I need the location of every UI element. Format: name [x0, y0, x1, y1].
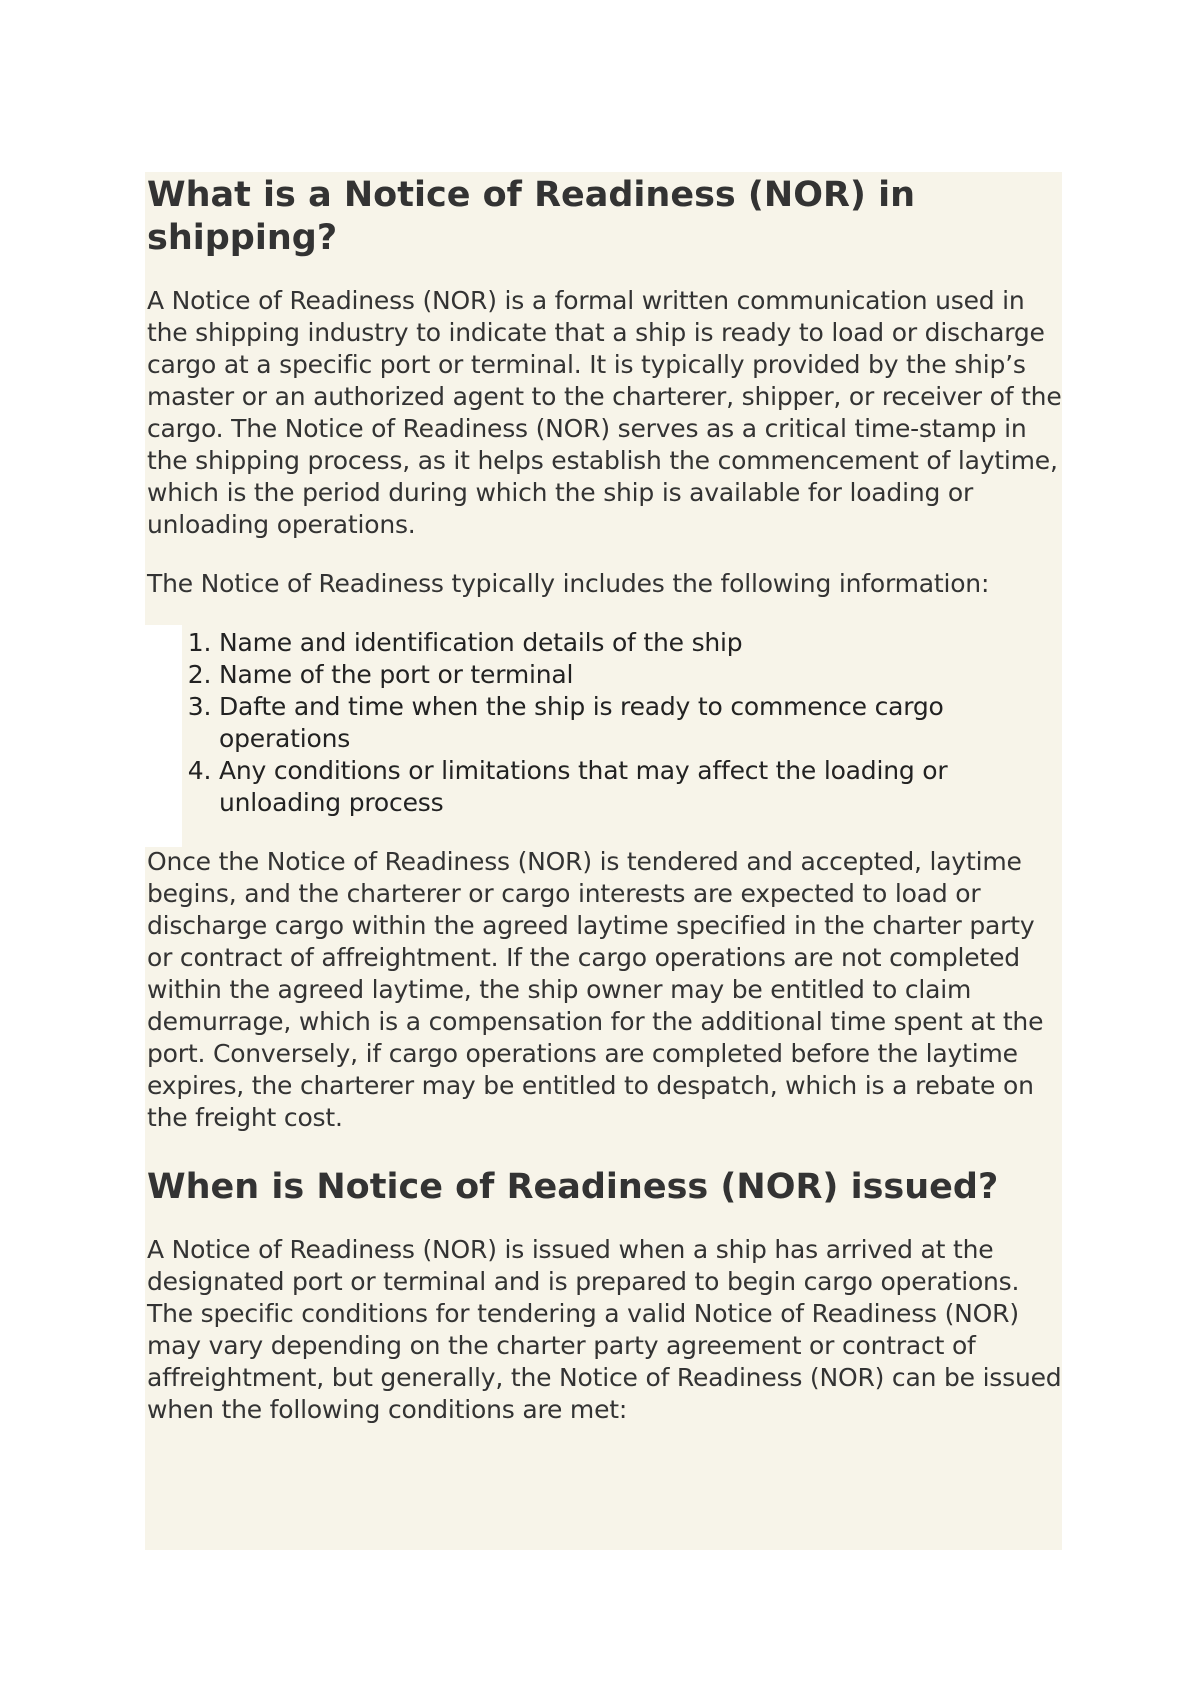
nor-info-list [145, 627, 1062, 819]
issuance-paragraph: A Notice of Readiness (NOR) is issued when a ship has arrived at the designated port or terminal and is prepared to begin cargo operations. The specific conditions for tendering a valid Notice of Readiness (NOR) may vary depending on the charter party agreement or contract of affreightment, but generally, the Notice of Readiness (NOR) can be issued when the following conditions are met: [147, 1235, 1062, 1424]
intro-paragraph: A Notice of Readiness (NOR) is a formal written communication used in the shipping industry to indicate that a ship is ready to load or discharge cargo at a specific port or terminal. It is typically provided by the ship’s master or an authorized agent to the charterer, shipper, or receiver of the cargo. The Notice of Readiness (NOR) serves as a critical time-stamp in the shipping process, as it helps establish the commencement of laytime, which is the period during which the ship is available for loading or unloading operations. [147, 286, 1062, 539]
section-heading: What is a Notice of Readiness (NOR) in shipping? [147, 175, 916, 258]
list-item: 2. Name of the port or terminal [219, 659, 1062, 691]
list-item: 3. Dafte and time when the ship is ready to commence cargo operations [219, 691, 1062, 755]
list-intro-paragraph: The Notice of Readiness typically includes the following information: [147, 569, 990, 598]
nor-info-list-wrapper [147, 627, 1062, 819]
laytime-paragraph: Once the Notice of Readiness (NOR) is tendered and accepted, laytime begins, and the charterer or cargo interests are expected to load or discharge cargo within the agreed laytime specified in the charter party or contract of affreightment. If the cargo operations are not completed within the agreed laytime, the ship owner may be entitled to claim demurrage, which is a compensation for the additional time spent at the port. Conversely, if cargo operations are completed before the laytime expires, the charterer may be entitled to despatch, which is a rebate on the freight cost. [147, 847, 1044, 1132]
document-content [147, 172, 1062, 1426]
list-item: 4. Any conditions or limitations that may affect the loading or unloading process [219, 755, 1062, 819]
section-heading: When is Notice of Readiness (NOR) issued? [147, 1167, 999, 1207]
list-item: 1. Name and identification details of the ship [219, 627, 1062, 659]
